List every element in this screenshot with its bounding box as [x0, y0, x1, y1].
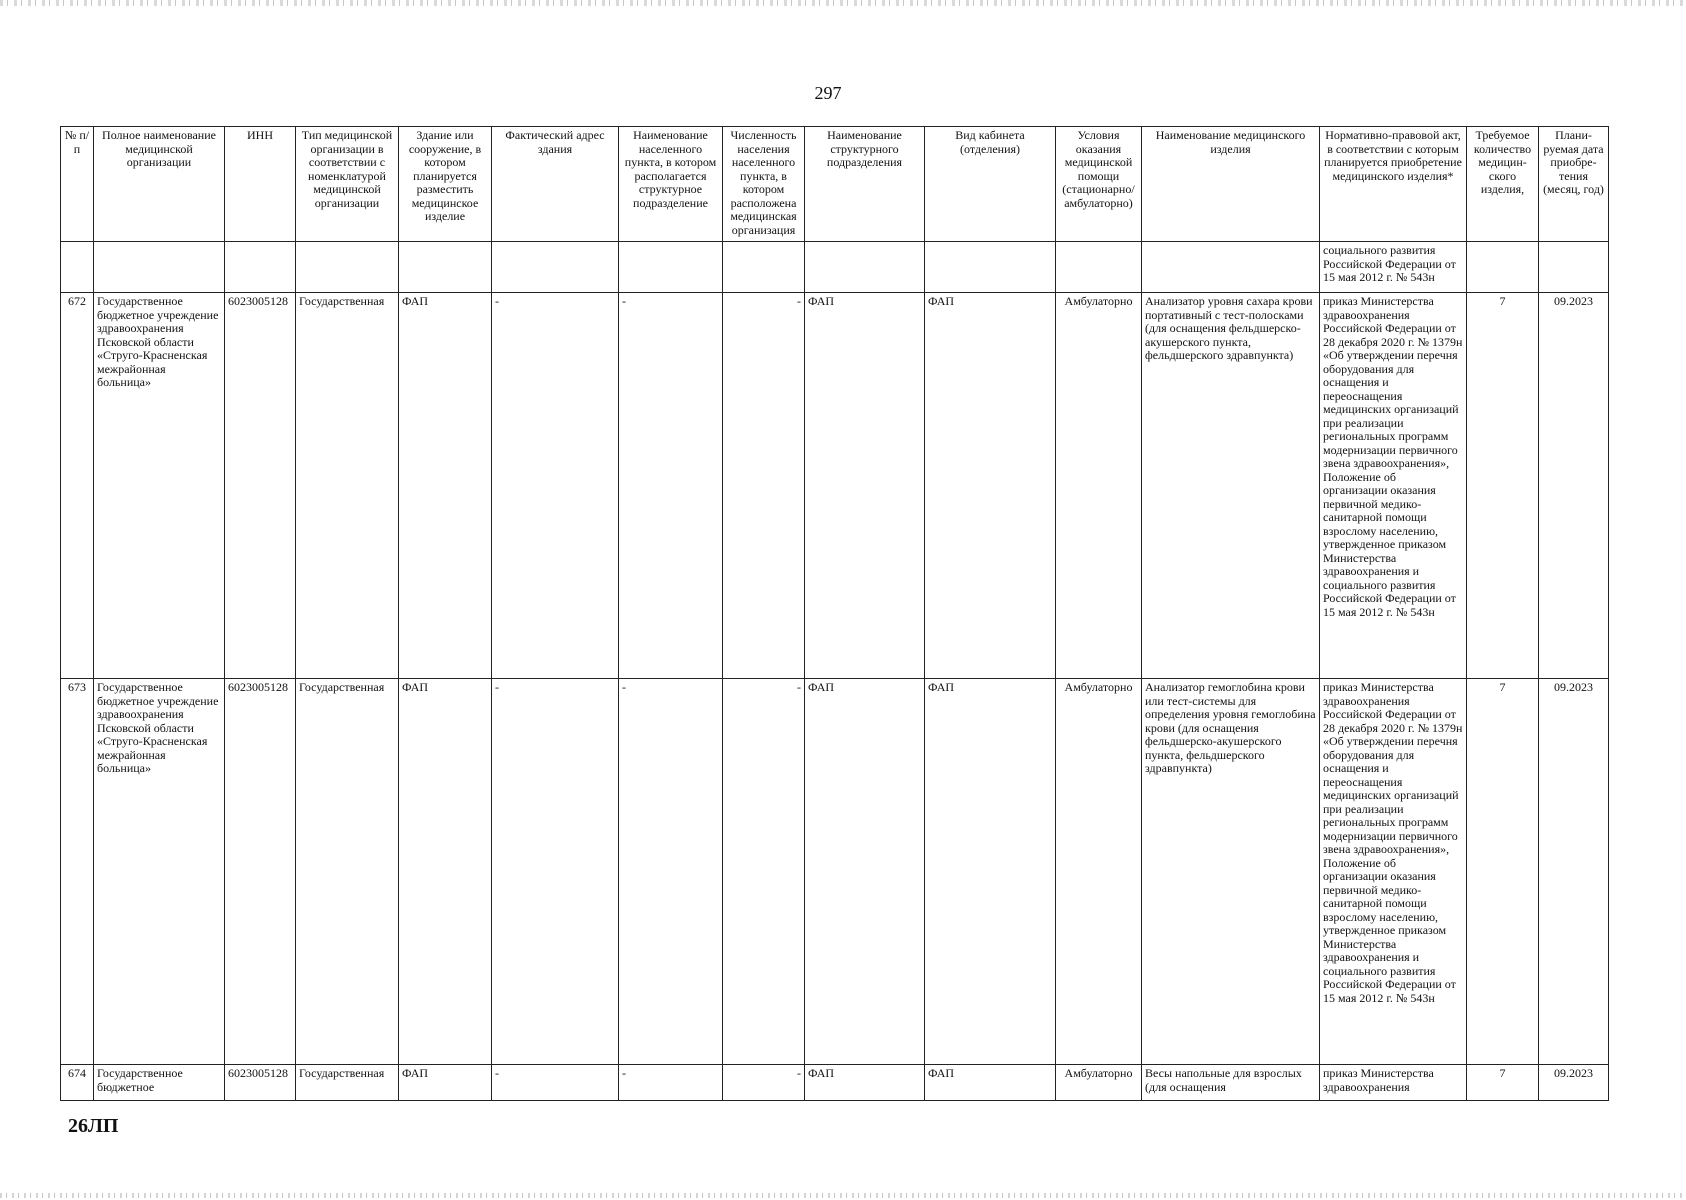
- header-num: № п/п: [61, 127, 94, 242]
- header-device: Наименование медицинского изделия: [1142, 127, 1320, 242]
- cell-building: ФАП: [399, 679, 492, 1065]
- cell-population: -: [723, 1065, 805, 1101]
- cell: [296, 242, 399, 293]
- header-population: Численность населения населенного пункта, в котором расположена медицинская организация: [723, 127, 805, 242]
- cell-legal-act: приказ Министерства здравоохранения Российской Федерации от 28 декабря 2020 г. № 1379н «Об утверждении перечня оборудования для оснащения и переоснащения медицинских организаций при реализации региональных программ модернизации первичного звена здравоохранения», Положение об организации оказания первичной медико-санитарной помощи взрослому населению, утвержденное приказом Министерства здравоохранения и социального развития Российской Федерации от 15 мая 2012 г. № 543н: [1320, 293, 1467, 679]
- cell: [805, 242, 925, 293]
- cell-unit: ФАП: [805, 1065, 925, 1101]
- cell-legal-act: приказ Министерства здравоохранения: [1320, 1065, 1467, 1101]
- header-address: Фактический адрес здания: [492, 127, 619, 242]
- cell-device: Весы напольные для взрослых (для оснащения: [1142, 1065, 1320, 1101]
- cell-inn: 6023005128: [225, 293, 296, 679]
- cell-num: 672: [61, 293, 94, 679]
- cell-conditions: Амбулаторно: [1056, 1065, 1142, 1101]
- equipment-table-wrapper: [60, 126, 1609, 1101]
- cell: [1539, 242, 1609, 293]
- cell: [1467, 242, 1539, 293]
- cell-settlement: -: [619, 1065, 723, 1101]
- cell-legal-act-continuation: социального развития Российской Федерации от 15 мая 2012 г. № 543н: [1320, 242, 1467, 293]
- table-row-continuation: [61, 242, 1609, 293]
- header-org-name: Полное наименование медицинской организации: [94, 127, 225, 242]
- cell: [619, 242, 723, 293]
- cell: [925, 242, 1056, 293]
- document-code: 26ЛП: [68, 1115, 119, 1137]
- cell-org-name: Государственное бюджетное учреждение здравоохранения Псковской области «Струго-Красненская межрайонная больница»: [94, 293, 225, 679]
- cell-address: -: [492, 1065, 619, 1101]
- header-cabinet: Вид кабинета (отделения): [925, 127, 1056, 242]
- header-planned-date: Плани-руемая дата приобре-тения (месяц, год): [1539, 127, 1609, 242]
- cell-population: -: [723, 293, 805, 679]
- cell: [61, 242, 94, 293]
- cell-building: ФАП: [399, 293, 492, 679]
- cell-inn: 6023005128: [225, 679, 296, 1065]
- cell-device: Анализатор гемоглобина крови или тест-системы для определения уровня гемоглобина крови (для оснащения фельдшерско-акушерского пункта, фельдшерского здравпункта): [1142, 679, 1320, 1065]
- cell: [492, 242, 619, 293]
- page-number: 297: [814, 83, 842, 103]
- cell-num: 674: [61, 1065, 94, 1101]
- cell-conditions: Амбулаторно: [1056, 293, 1142, 679]
- table-row: [61, 1065, 1609, 1101]
- header-building: Здание или сооружение, в котором планируется разместить медицинское изделие: [399, 127, 492, 242]
- cell-quantity: 7: [1467, 679, 1539, 1065]
- cell-cabinet: ФАП: [925, 679, 1056, 1065]
- cell-building: ФАП: [399, 1065, 492, 1101]
- table-row: [61, 679, 1609, 1065]
- cell-conditions: Амбулаторно: [1056, 679, 1142, 1065]
- cell-quantity: 7: [1467, 1065, 1539, 1101]
- header-legal-act: Нормативно-правовой акт, в соответствии с которым планируется приобретение медицинского изделия*: [1320, 127, 1467, 242]
- scan-edge-bottom: [0, 1193, 1686, 1198]
- cell-org-name: Государственное бюджетное учреждение здравоохранения Псковской области «Струго-Красненская межрайонная больница»: [94, 679, 225, 1065]
- cell-address: -: [492, 679, 619, 1065]
- cell: [723, 242, 805, 293]
- cell: [1056, 242, 1142, 293]
- header-settlement: Наименование населенного пункта, в котором располагается структурное подразделение: [619, 127, 723, 242]
- cell-address: -: [492, 293, 619, 679]
- cell: [1142, 242, 1320, 293]
- cell-unit: ФАП: [805, 293, 925, 679]
- table-header-row: [61, 127, 1609, 242]
- cell-settlement: -: [619, 293, 723, 679]
- cell-org-name: Государственное бюджетное: [94, 1065, 225, 1101]
- cell-num: 673: [61, 679, 94, 1065]
- cell-org-type: Государственная: [296, 293, 399, 679]
- cell: [225, 242, 296, 293]
- cell-planned-date: 09.2023: [1539, 679, 1609, 1065]
- cell-settlement: -: [619, 679, 723, 1065]
- cell-org-type: Государственная: [296, 1065, 399, 1101]
- cell-inn: 6023005128: [225, 1065, 296, 1101]
- cell-legal-act: приказ Министерства здравоохранения Российской Федерации от 28 декабря 2020 г. № 1379н «Об утверждении перечня оборудования для оснащения и переоснащения медицинских организаций при реализации региональных программ модернизации первичного звена здравоохранения», Положение об организации оказания первичной медико-санитарной помощи взрослому населению, утвержденное приказом Министерства здравоохранения и социального развития Российской Федерации от 15 мая 2012 г. № 543н: [1320, 679, 1467, 1065]
- cell-org-type: Государственная: [296, 679, 399, 1065]
- cell-cabinet: ФАП: [925, 293, 1056, 679]
- equipment-table: [60, 126, 1609, 1101]
- cell-planned-date: 09.2023: [1539, 293, 1609, 679]
- cell-cabinet: ФАП: [925, 1065, 1056, 1101]
- header-quantity: Требуемое количество медицин-ского изделия,: [1467, 127, 1539, 242]
- table-row: [61, 293, 1609, 679]
- cell-population: -: [723, 679, 805, 1065]
- header-conditions: Условия оказания медицинской помощи (стационарно/ амбулаторно): [1056, 127, 1142, 242]
- header-org-type: Тип медицинской организации в соответствии с номенклатурой медицинской организации: [296, 127, 399, 242]
- scan-edge-top: [0, 0, 1686, 6]
- header-inn: ИНН: [225, 127, 296, 242]
- cell-unit: ФАП: [805, 679, 925, 1065]
- cell-device: Анализатор уровня сахара крови портативный с тест-полосками (для оснащения фельдшерско-акушерского пункта, фельдшерского здравпункта): [1142, 293, 1320, 679]
- cell-quantity: 7: [1467, 293, 1539, 679]
- header-unit: Наименование структурного подразделения: [805, 127, 925, 242]
- cell: [399, 242, 492, 293]
- cell-planned-date: 09.2023: [1539, 1065, 1609, 1101]
- cell: [94, 242, 225, 293]
